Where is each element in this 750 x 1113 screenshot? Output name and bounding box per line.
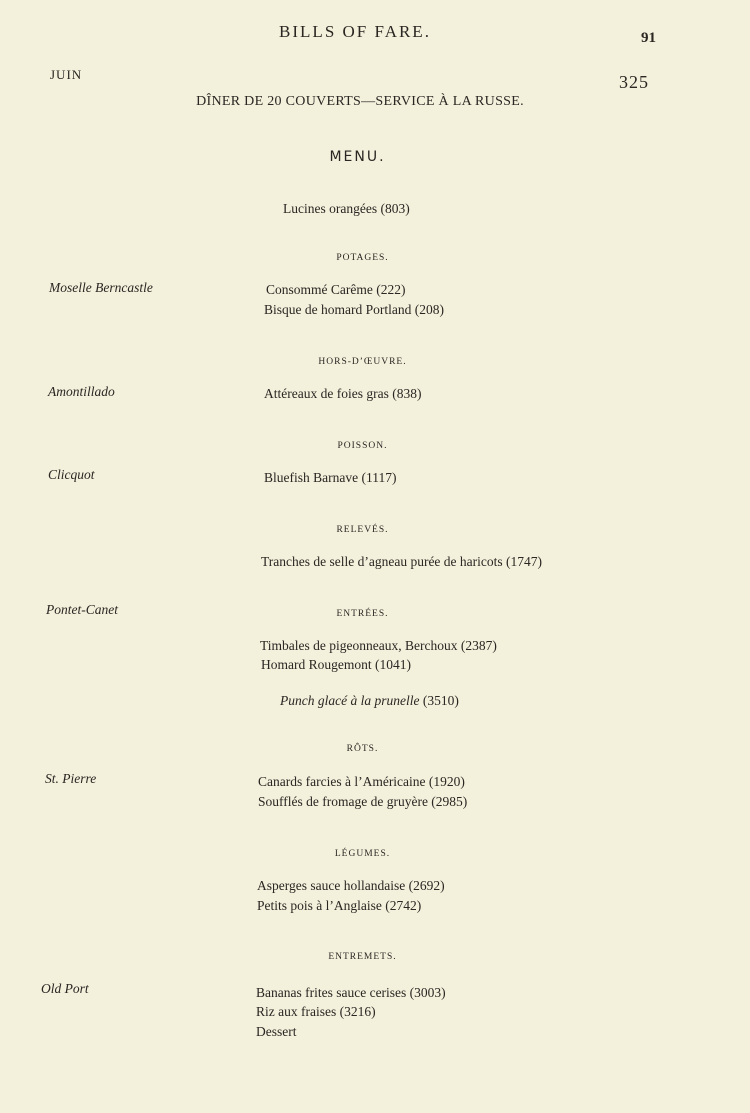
- dish-entrees-2: Homard Rougemont (1041): [261, 657, 411, 672]
- punch-name: Punch glacé à la prunelle: [280, 693, 420, 708]
- section-title-entrees: ENTRÉES.: [336, 609, 389, 619]
- section-title-rots: RÔTS.: [346, 744, 379, 754]
- section-title-potages: POTAGES.: [336, 253, 389, 263]
- running-head: BILLS OF FARE.: [279, 22, 431, 41]
- wine-hors-doeuvre: Amontillado: [48, 384, 115, 399]
- punch-line: [280, 693, 459, 709]
- dish-potages-2: Bisque de homard Portland (208): [264, 302, 444, 317]
- wine-poisson: Clicquot: [48, 467, 95, 482]
- section-title-hors-doeuvre: HORS-D’ŒUVRE.: [318, 357, 407, 367]
- dish-rots-2: Soufflés de fromage de gruyère (2985): [258, 794, 468, 809]
- dish-entremets-1: Bananas frites sauce cerises (3003): [256, 985, 446, 1000]
- dish-entremets-2: Riz aux fraises (3216): [256, 1004, 376, 1019]
- dish-legumes-1: Asperges sauce hollandaise (2692): [257, 878, 445, 893]
- section-title-poisson: POISSON.: [337, 441, 388, 451]
- dish-releves-1: Tranches de selle d’agneau purée de haricots (1747): [261, 554, 543, 569]
- dish-poisson-1: Bluefish Barnave (1117): [264, 470, 397, 485]
- wine-potages: Moselle Berncastle: [49, 280, 153, 295]
- section-title-legumes: LÉGUMES.: [334, 849, 391, 859]
- dish-legumes-2: Petits pois à l’Anglaise (2742): [257, 898, 422, 913]
- wine-rots: St. Pierre: [45, 771, 97, 786]
- wine-entremets: Old Port: [41, 981, 89, 996]
- dish-entremets-3: Dessert: [256, 1024, 297, 1039]
- dish-rots-1: Canards farcies à l’Américaine (1920): [258, 774, 465, 789]
- dish-potages-1: Consommé Carême (222): [266, 282, 406, 297]
- section-title-entremets: ENTREMETS.: [328, 952, 397, 962]
- dish-entrees-1: Timbales de pigeonneaux, Berchoux (2387): [260, 638, 497, 653]
- menu-title: MENU.: [329, 149, 386, 165]
- wine-entrees: Pontet-Canet: [46, 602, 118, 617]
- opening-dish: Lucines orangées (803): [283, 201, 410, 216]
- dinner-heading: DÎNER DE 20 COUVERTS—SERVICE À LA RUSSE.: [196, 94, 524, 109]
- punch-ref: (3510): [419, 693, 459, 708]
- dish-hors-doeuvre-1: Attéreaux de foies gras (838): [264, 386, 422, 401]
- page-number: 91: [641, 30, 656, 46]
- menu-number: 325: [619, 72, 649, 92]
- month-label: JUIN: [50, 67, 83, 82]
- section-title-releves: RELEVÉS.: [336, 525, 389, 535]
